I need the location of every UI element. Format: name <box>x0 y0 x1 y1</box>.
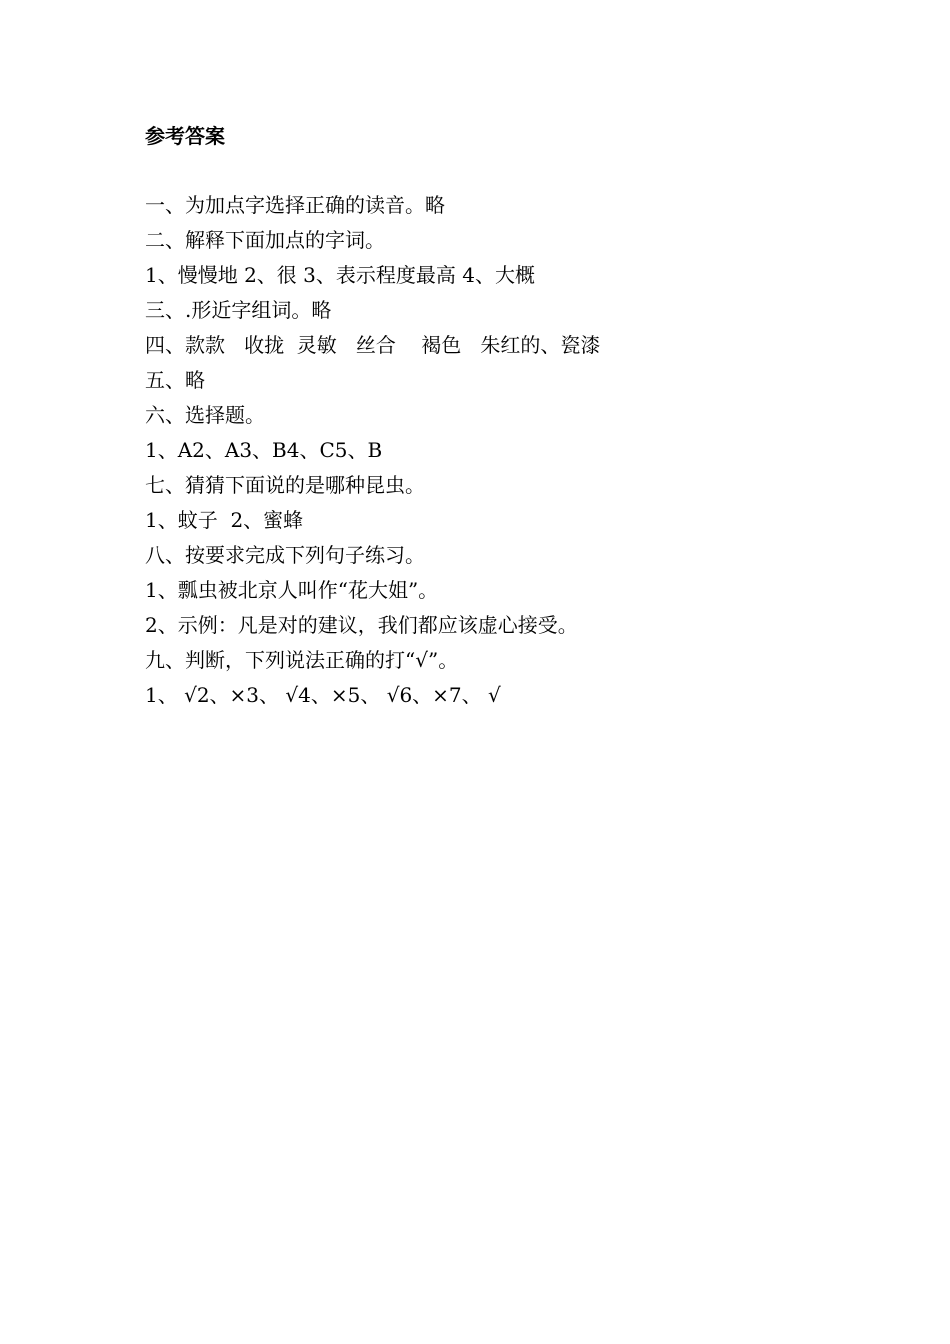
answer-line: 三、.形近字组词。略 <box>145 298 332 322</box>
answer-line: 九、判断，下列说法正确的打“√”。 <box>145 648 459 672</box>
answer-line: 五、略 <box>145 368 205 392</box>
answer-line: 六、选择题。 <box>145 403 265 427</box>
answer-line: 2、示例：凡是对的建议，我们都应该虚心接受。 <box>145 613 578 637</box>
answer-line: 1、慢慢地 2、很 3、表示程度最高 4、大概 <box>145 263 535 287</box>
answer-line: 1、瓢虫被北京人叫作“花大姐”。 <box>145 578 439 602</box>
answer-line: 八、按要求完成下列句子练习。 <box>145 543 425 567</box>
answer-line: 1、A2、A3、B4、C5、B <box>145 438 383 462</box>
answer-line: 1、 √2、×3、 √4、×5、 √6、×7、 √ <box>145 683 501 707</box>
answer-list <box>145 188 600 713</box>
answer-line: 1、蚊子 2、蜜蜂 <box>145 508 304 532</box>
answer-line: 七、猜猜下面说的是哪种昆虫。 <box>145 473 425 497</box>
answer-line: 四、款款 收拢 灵敏 丝合 褐色 朱红的、瓷漆 <box>145 333 601 357</box>
answer-line: 一、为加点字选择正确的读音。略 <box>145 193 445 217</box>
answer-line: 二、解释下面加点的字词。 <box>145 228 385 252</box>
document-title: 参考答案 <box>145 124 225 148</box>
